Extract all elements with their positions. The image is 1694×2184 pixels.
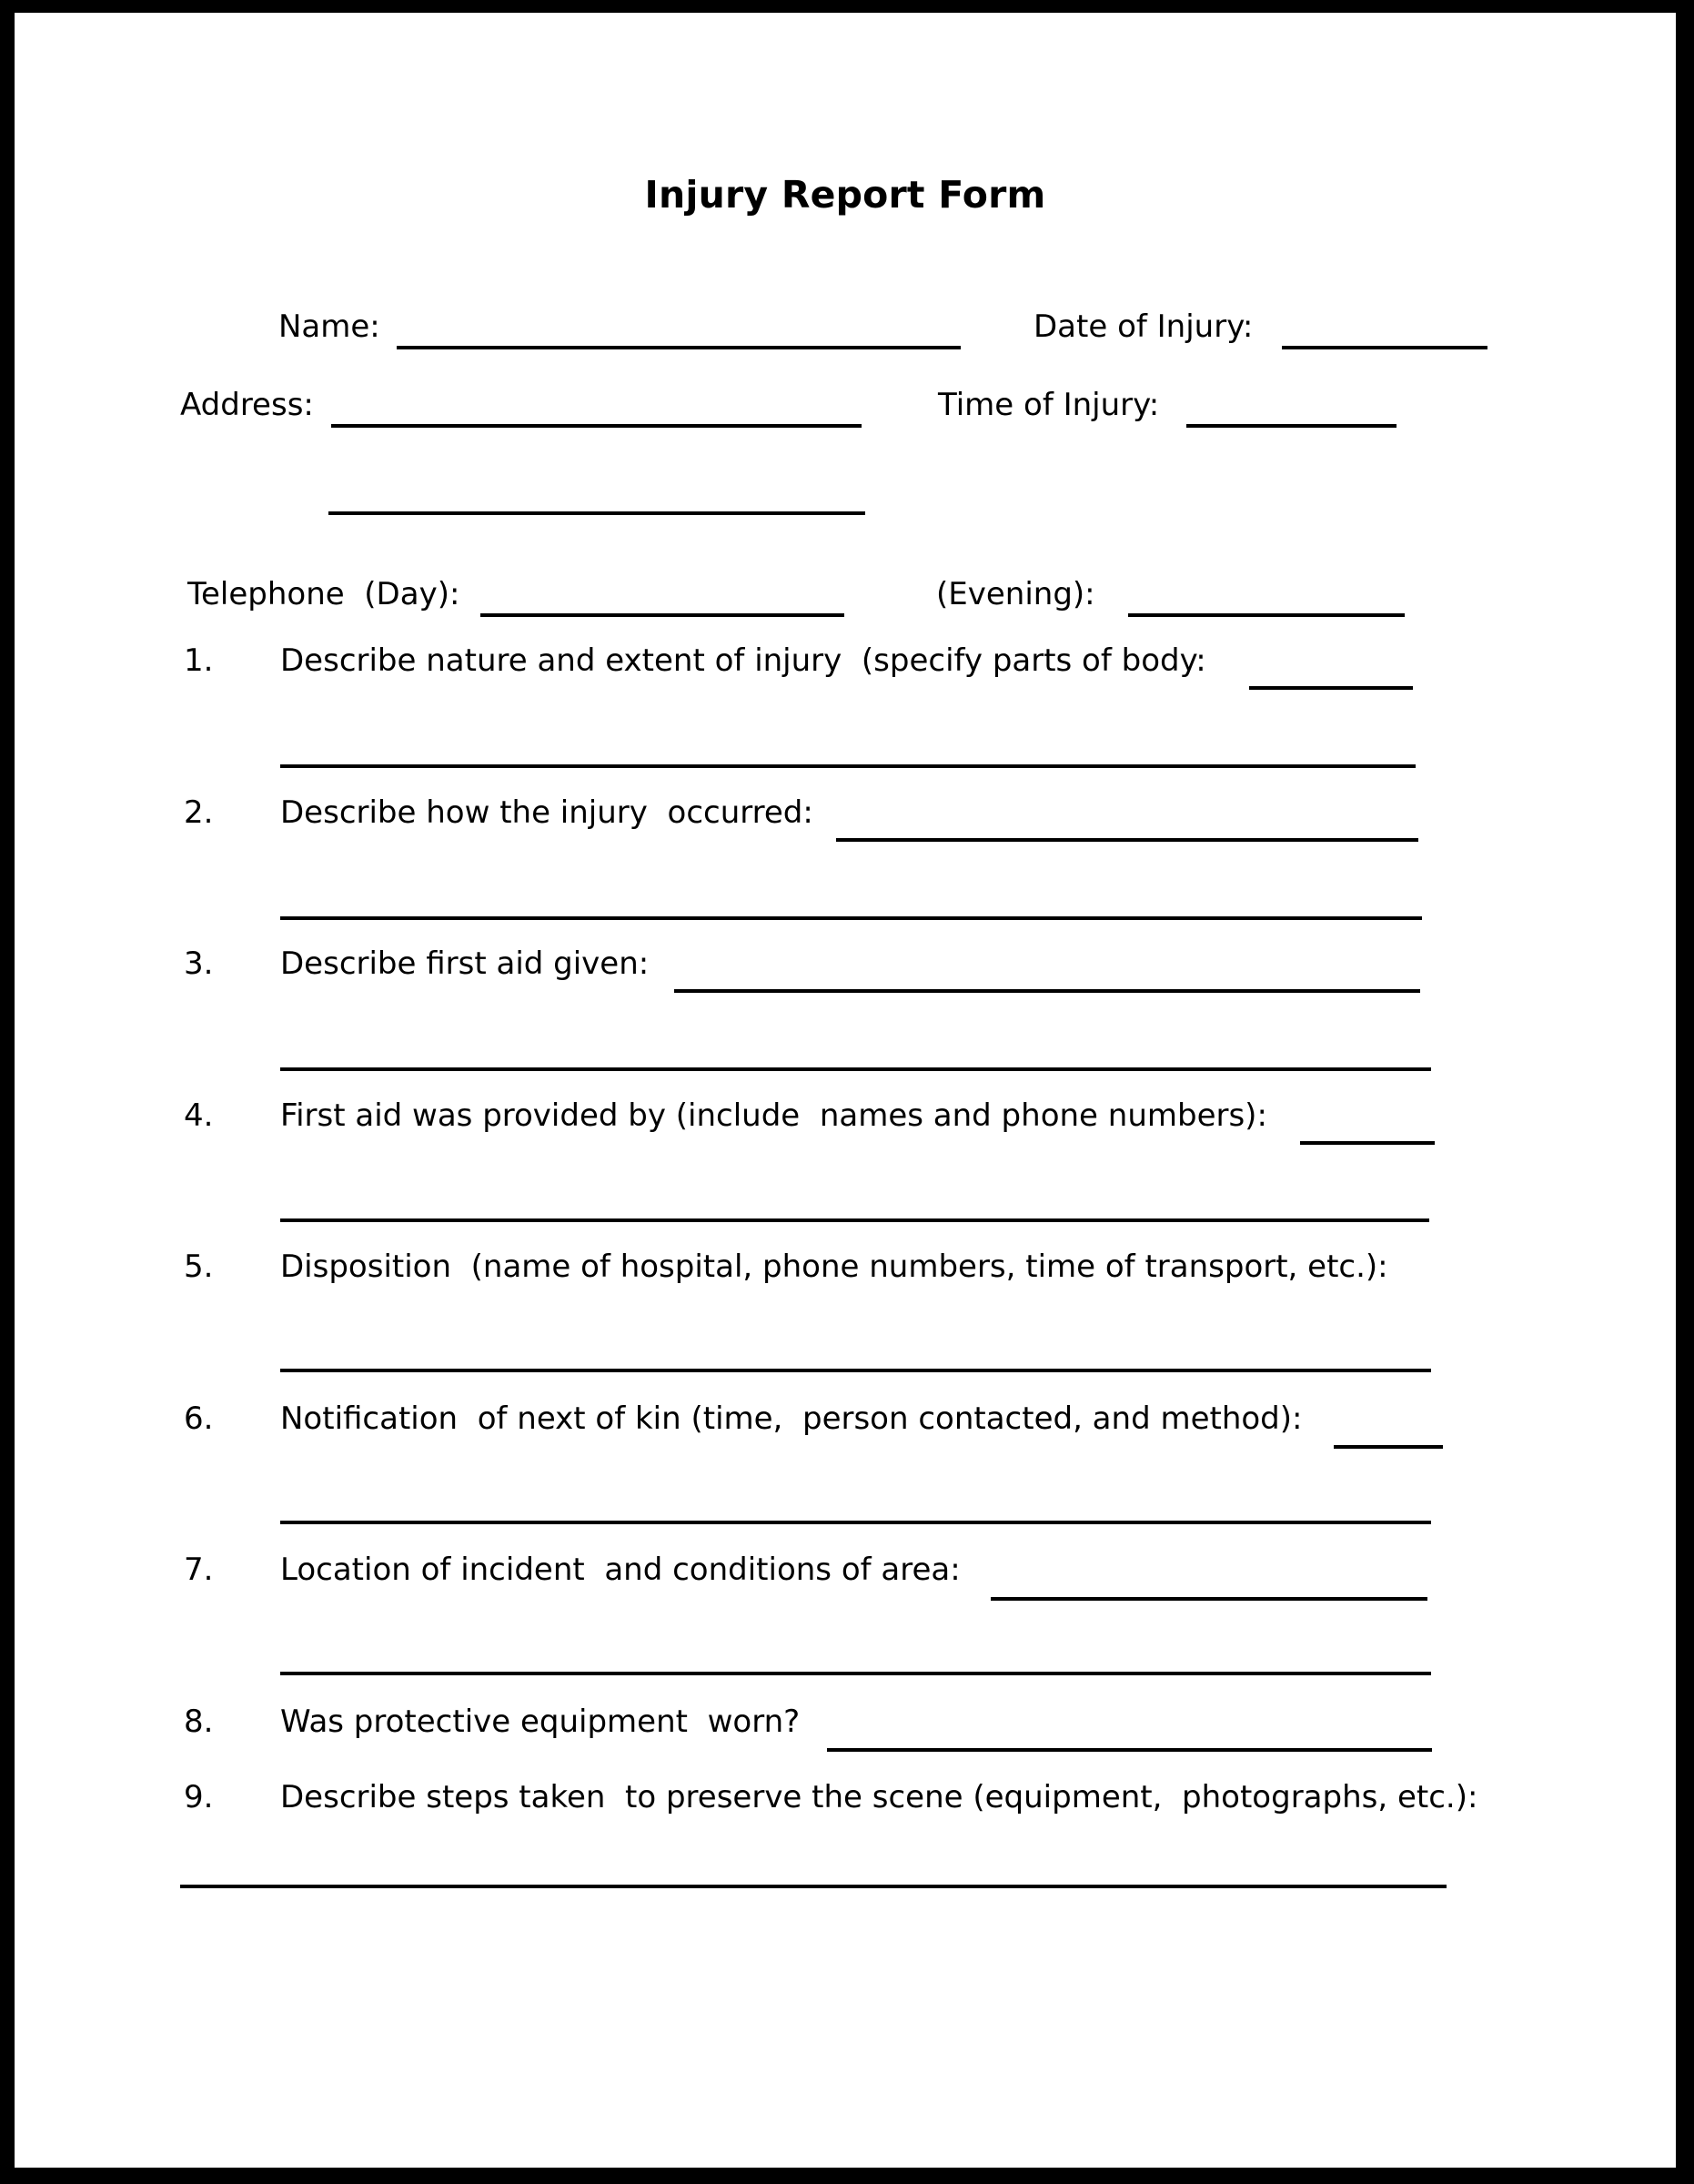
question-number-9: 9. bbox=[184, 1779, 214, 1815]
question-number-4: 4. bbox=[184, 1097, 214, 1134]
telephone-evening-label: (Evening): bbox=[936, 576, 1095, 612]
question-9-answer-line[interactable] bbox=[180, 1885, 1447, 1888]
question-text-5: Disposition (name of hospital, phone numbers, time of transport, etc.): bbox=[280, 1249, 1388, 1285]
question-text-6: Notification of next of kin (time, person contacted, and method): bbox=[280, 1400, 1303, 1437]
address-label: Address: bbox=[180, 387, 314, 423]
question-7-answer-line[interactable] bbox=[280, 1672, 1431, 1675]
telephone-day-label: Telephone (Day): bbox=[187, 576, 460, 612]
name-label: Name: bbox=[278, 308, 380, 345]
question-number-2: 2. bbox=[184, 794, 214, 831]
question-text-9: Describe steps taken to preserve the scene (equipment, photographs, etc.): bbox=[280, 1779, 1478, 1815]
telephone-day-input-line[interactable] bbox=[480, 613, 844, 617]
question-text-2: Describe how the injury occurred: bbox=[280, 794, 813, 831]
question-2-answer-line[interactable] bbox=[280, 916, 1422, 920]
form-sheet bbox=[15, 13, 1676, 2168]
time-of-injury-input-line[interactable] bbox=[1186, 424, 1397, 428]
date-of-injury-label: Date of Injury: bbox=[1034, 308, 1254, 345]
question-text-8: Was protective equipment worn? bbox=[280, 1704, 801, 1740]
question-text-3: Describe first aid given: bbox=[280, 945, 650, 982]
address-input-line-1[interactable] bbox=[331, 424, 862, 428]
question-4-answer-line[interactable] bbox=[280, 1218, 1429, 1222]
question-text-1: Describe nature and extent of injury (specify parts of body: bbox=[280, 642, 1206, 679]
question-6-inline-line[interactable] bbox=[1334, 1445, 1443, 1449]
question-number-5: 5. bbox=[184, 1249, 214, 1285]
telephone-evening-input-line[interactable] bbox=[1128, 613, 1405, 617]
question-5-answer-line[interactable] bbox=[280, 1369, 1431, 1372]
date-of-injury-input-line[interactable] bbox=[1282, 346, 1487, 349]
name-input-line[interactable] bbox=[397, 346, 961, 349]
question-3-inline-line[interactable] bbox=[674, 989, 1420, 993]
time-of-injury-label: Time of Injury: bbox=[938, 387, 1160, 423]
question-1-answer-line[interactable] bbox=[280, 764, 1416, 768]
question-7-inline-line[interactable] bbox=[991, 1597, 1427, 1601]
question-3-answer-line[interactable] bbox=[280, 1067, 1431, 1071]
question-number-1: 1. bbox=[184, 642, 214, 679]
question-number-6: 6. bbox=[184, 1400, 214, 1437]
question-text-7: Location of incident and conditions of area: bbox=[280, 1552, 961, 1588]
question-text-4: First aid was provided by (include names and phone numbers): bbox=[280, 1097, 1267, 1134]
question-number-3: 3. bbox=[184, 945, 214, 982]
question-4-inline-line[interactable] bbox=[1300, 1141, 1435, 1145]
page-title: Injury Report Form bbox=[644, 173, 1046, 217]
question-1-inline-line[interactable] bbox=[1249, 686, 1413, 690]
question-number-7: 7. bbox=[184, 1552, 214, 1588]
address-input-line-2[interactable] bbox=[328, 511, 865, 515]
question-8-inline-line[interactable] bbox=[827, 1748, 1432, 1752]
question-2-inline-line[interactable] bbox=[836, 838, 1418, 842]
question-number-8: 8. bbox=[184, 1704, 214, 1740]
question-6-answer-line[interactable] bbox=[280, 1521, 1431, 1524]
